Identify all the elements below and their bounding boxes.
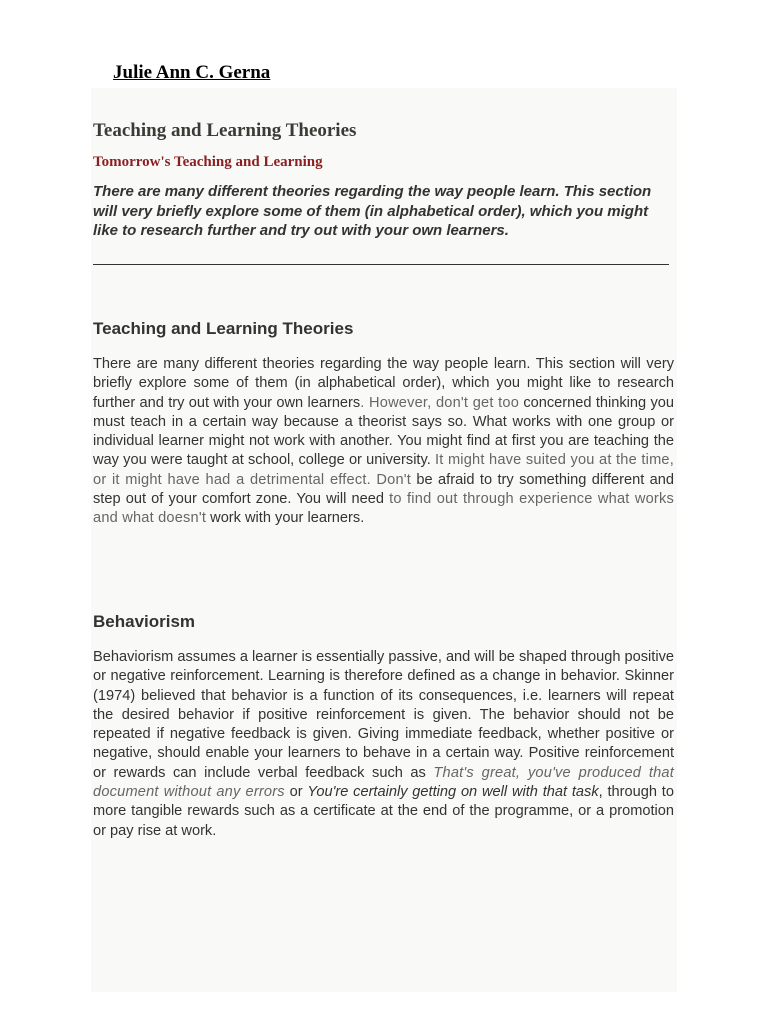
theories-paragraph [93, 355, 674, 529]
document-title: Teaching and Learning Theories [93, 120, 357, 141]
document-subtitle: Tomorrow's Teaching and Learning [93, 154, 323, 170]
behaviorism-text-2: , through to more tangible rewards such as a certificate at the end of the programme, or a promotion or pay rise at work. [93, 784, 674, 839]
behaviorism-text-1: Behaviorism assumes a learner is essentially passive, and will be shaped through positive or negative reinforcement. Learning is therefore defined as a change in behavior. Skinner (1974) believed that behavior is a function of its consequences, i.e. learners will repeat the desired behavior if positive reinforcement is given. The behavior should not be repeated if negative feedback is given. Giving immediate feedback, whether positive or negative, should enable your learners to behave in a certain way. Positive reinforcement or rewards can include verbal feedback such as [93, 649, 674, 781]
horizontal-rule [93, 264, 669, 265]
theories-text-5: be afraid to try something different and step out of your comfort zone. You will need [93, 471, 674, 508]
theories-text-7: work with your learners. [206, 510, 365, 527]
author-name: Julie Ann C. Gerna [113, 62, 271, 83]
behaviorism-quote-1: That's great, you've produced that document without any errors [93, 764, 674, 801]
behaviorism-quote-2: You're certainly getting on well with that task [307, 784, 599, 801]
theories-text-6: to find out through experience what works and what doesn't [93, 491, 674, 527]
theories-text-1: There are many different theories regarding the way people learn. This section will very briefly explore some of them (in alphabetical order), which you might like to research further and try out with your own learners [93, 356, 674, 411]
section-heading-behaviorism: Behaviorism [93, 612, 196, 631]
behaviorism-paragraph [93, 648, 674, 841]
intro-paragraph: There are many different theories regarding the way people learn. This section will very briefly explore some of them (in alphabetical order), which you might like to research further and try out with your own learners. [93, 183, 652, 239]
theories-text-3: concerned thinking you must teach in a certain way because a theorist says so. What works with one group or individual learner might not work with another. You might find at first you are teaching the way you were taught at school, college or university. [93, 394, 675, 469]
behaviorism-or: or [284, 784, 308, 801]
theories-text-2: . However, don't get too [360, 394, 520, 411]
section-heading-theories: Teaching and Learning Theories [93, 319, 354, 338]
theories-text-4: It might have suited you at the time, or it might have had a detrimental effect. Don't [93, 452, 674, 488]
